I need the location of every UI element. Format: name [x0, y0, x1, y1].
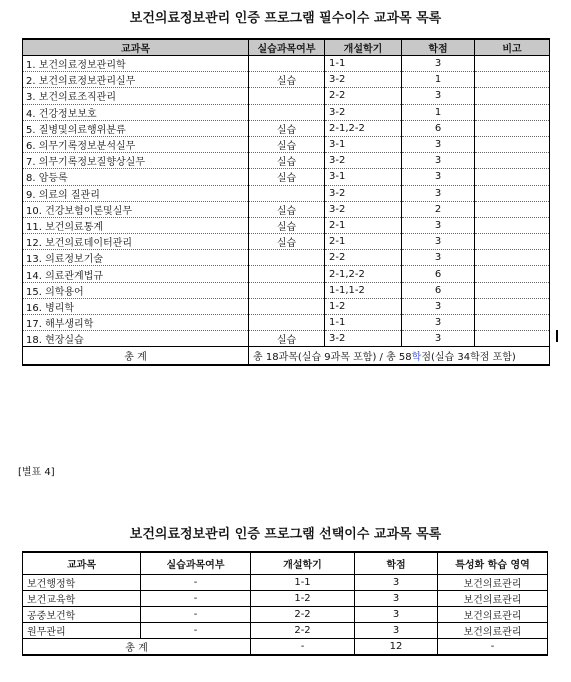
semester-cell: 2-2 [325, 88, 402, 104]
column-header: 학점 [402, 39, 475, 56]
course-name-cell: 17. 해부생리학 [23, 315, 249, 331]
required-courses-table [22, 38, 550, 366]
remark-cell [475, 185, 550, 201]
column-header: 개설학기 [325, 39, 402, 56]
course-name-cell: 4. 건강정보보호 [23, 104, 249, 120]
total-label: 총 계 [23, 639, 251, 656]
semester-cell: 1-2 [251, 591, 355, 607]
practice-cell [249, 266, 325, 282]
credit-cell: 3 [402, 88, 475, 104]
credit-cell: 6 [402, 282, 475, 298]
area-cell: 보건의료관리 [438, 607, 548, 623]
semester-cell: 2-2 [251, 607, 355, 623]
credit-cell: 12 [355, 639, 438, 656]
credit-cell: 3 [402, 315, 475, 331]
semester-cell: 1-1,1-2 [325, 282, 402, 298]
practice-cell [249, 104, 325, 120]
credit-cell: 3 [355, 607, 438, 623]
credit-cell: 2 [402, 201, 475, 217]
practice-cell: - [141, 575, 251, 591]
elective-courses-table [22, 551, 548, 656]
total-text-b: 학 [411, 352, 422, 364]
semester-cell: 3-2 [325, 201, 402, 217]
column-header: 비고 [475, 39, 550, 56]
header-row [23, 39, 550, 56]
column-header: 교과목 [23, 39, 249, 56]
semester-cell: 2-1 [325, 234, 402, 250]
semester-cell: 2-1 [325, 217, 402, 233]
credit-cell: 3 [402, 56, 475, 72]
semester-cell: 2-2 [325, 250, 402, 266]
column-header: 실습과목여부 [249, 39, 325, 56]
credit-cell: 3 [402, 136, 475, 152]
semester-cell: 1-2 [325, 298, 402, 314]
total-row [23, 347, 550, 366]
credit-cell: 3 [355, 575, 438, 591]
remark-cell [475, 169, 550, 185]
practice-cell [249, 315, 325, 331]
area-cell: - [438, 639, 548, 656]
remark-cell [475, 153, 550, 169]
practice-cell: 실습 [249, 234, 325, 250]
practice-cell: 실습 [249, 120, 325, 136]
course-name-cell: 14. 의료관계법규 [23, 266, 249, 282]
credit-cell: 6 [402, 120, 475, 136]
remark-cell [475, 250, 550, 266]
practice-cell: 실습 [249, 72, 325, 88]
table-row [23, 266, 550, 282]
practice-cell [249, 298, 325, 314]
course-name-cell: 1. 보건의료정보관리학 [23, 56, 249, 72]
practice-cell: 실습 [249, 153, 325, 169]
credit-cell: 1 [402, 72, 475, 88]
table-row [23, 72, 550, 88]
practice-cell: - [141, 607, 251, 623]
remark-cell [475, 266, 550, 282]
page-title-required: 보건의료정보관리 인증 프로그램 필수이수 교과목 목록 [129, 11, 442, 26]
table-row [23, 169, 550, 185]
remark-cell [475, 72, 550, 88]
course-name-cell: 13. 의료정보기술 [23, 250, 249, 266]
remark-cell [475, 104, 550, 120]
total-row [23, 639, 548, 656]
credit-cell: 3 [355, 591, 438, 607]
column-header: 개설학기 [251, 552, 355, 575]
course-name-cell: 원무관리 [23, 623, 141, 639]
credit-cell: 3 [402, 169, 475, 185]
remark-cell [475, 234, 550, 250]
remark-cell [475, 56, 550, 72]
course-name-cell: 12. 보건의료데이터관리 [23, 234, 249, 250]
area-cell: 보건의료관리 [438, 575, 548, 591]
table-row [23, 331, 550, 347]
table-row [23, 623, 548, 639]
remark-cell [475, 136, 550, 152]
practice-cell [249, 250, 325, 266]
total-text-a: 총 18과목(실습 9과목 포함) / 총 58 [253, 352, 412, 364]
semester-cell: 2-2 [251, 623, 355, 639]
credit-cell: 3 [402, 217, 475, 233]
area-cell: 보건의료관리 [438, 623, 548, 639]
credit-cell: 3 [355, 623, 438, 639]
semester-cell: 1-1 [251, 575, 355, 591]
table-row [23, 56, 550, 72]
semester-cell: 3-2 [325, 185, 402, 201]
credit-cell: 6 [402, 266, 475, 282]
course-name-cell: 11. 보건의료통계 [23, 217, 249, 233]
semester-cell: 3-2 [325, 153, 402, 169]
practice-cell [249, 185, 325, 201]
table-row [23, 217, 550, 233]
credit-cell: 3 [402, 153, 475, 169]
course-name-cell: 10. 건강보험이론및실무 [23, 201, 249, 217]
table-row [23, 120, 550, 136]
remark-cell [475, 120, 550, 136]
course-name-cell: 보건행정학 [23, 575, 141, 591]
semester-cell: 3-2 [325, 72, 402, 88]
practice-cell [249, 56, 325, 72]
table-row [23, 315, 550, 331]
semester-cell: 1-1 [325, 315, 402, 331]
table-row [23, 104, 550, 120]
table-row [23, 201, 550, 217]
credit-cell: 3 [402, 185, 475, 201]
remark-cell [475, 298, 550, 314]
practice-cell: - [141, 591, 251, 607]
practice-cell [249, 282, 325, 298]
course-name-cell: 3. 보건의료조직관리 [23, 88, 249, 104]
remark-cell [475, 201, 550, 217]
practice-cell: 실습 [249, 201, 325, 217]
table-row [23, 607, 548, 623]
total-summary [249, 347, 550, 366]
remark-cell [475, 282, 550, 298]
practice-cell: 실습 [249, 331, 325, 347]
course-name-cell: 8. 암등록 [23, 169, 249, 185]
semester-cell: 3-1 [325, 136, 402, 152]
credit-cell: 3 [402, 331, 475, 347]
semester-cell: 1-1 [325, 56, 402, 72]
remark-cell [475, 331, 550, 347]
table-row [23, 298, 550, 314]
semester-cell: 2-1,2-2 [325, 266, 402, 282]
remark-cell [475, 88, 550, 104]
text-cursor [556, 330, 558, 342]
column-header: 학점 [355, 552, 438, 575]
practice-cell [249, 88, 325, 104]
total-label: 총 계 [23, 347, 249, 366]
header-row [23, 552, 548, 575]
table-row [23, 591, 548, 607]
semester-cell: 3-2 [325, 104, 402, 120]
semester-cell: 3-2 [325, 331, 402, 347]
area-cell: 보건의료관리 [438, 591, 548, 607]
credit-cell: 1 [402, 104, 475, 120]
table-row [23, 88, 550, 104]
practice-cell: 실습 [249, 169, 325, 185]
semester-cell: 2-1,2-2 [325, 120, 402, 136]
total-text-c: 점(실습 34학점 포함) [421, 352, 516, 364]
table-row [23, 153, 550, 169]
remark-cell [475, 217, 550, 233]
page-title-elective: 보건의료정보관리 인증 프로그램 선택이수 교과목 목록 [129, 527, 442, 542]
credit-cell: 3 [402, 250, 475, 266]
table-row [23, 575, 548, 591]
column-header: 특성화 학습 영역 [438, 552, 548, 575]
course-name-cell: 16. 병리학 [23, 298, 249, 314]
practice-cell: - [141, 623, 251, 639]
course-name-cell: 공중보건학 [23, 607, 141, 623]
table-row [23, 234, 550, 250]
course-name-cell: 9. 의료의 질관리 [23, 185, 249, 201]
semester-cell: - [251, 639, 355, 656]
credit-cell: 3 [402, 298, 475, 314]
table-row [23, 282, 550, 298]
course-name-cell: 2. 보건의료정보관리실무 [23, 72, 249, 88]
table-row [23, 250, 550, 266]
credit-cell: 3 [402, 234, 475, 250]
semester-cell: 3-1 [325, 169, 402, 185]
remark-cell [475, 315, 550, 331]
appendix-label: [별표 4] [18, 467, 55, 478]
table-row [23, 185, 550, 201]
course-name-cell: 18. 현장실습 [23, 331, 249, 347]
column-header: 실습과목여부 [141, 552, 251, 575]
practice-cell: 실습 [249, 217, 325, 233]
course-name-cell: 보건교육학 [23, 591, 141, 607]
table-row [23, 136, 550, 152]
practice-cell: 실습 [249, 136, 325, 152]
column-header: 교과목 [23, 552, 141, 575]
course-name-cell: 5. 질병및의료행위분류 [23, 120, 249, 136]
course-name-cell: 6. 의무기록정보분석실무 [23, 136, 249, 152]
course-name-cell: 15. 의학용어 [23, 282, 249, 298]
course-name-cell: 7. 의무기록정보질향상실무 [23, 153, 249, 169]
